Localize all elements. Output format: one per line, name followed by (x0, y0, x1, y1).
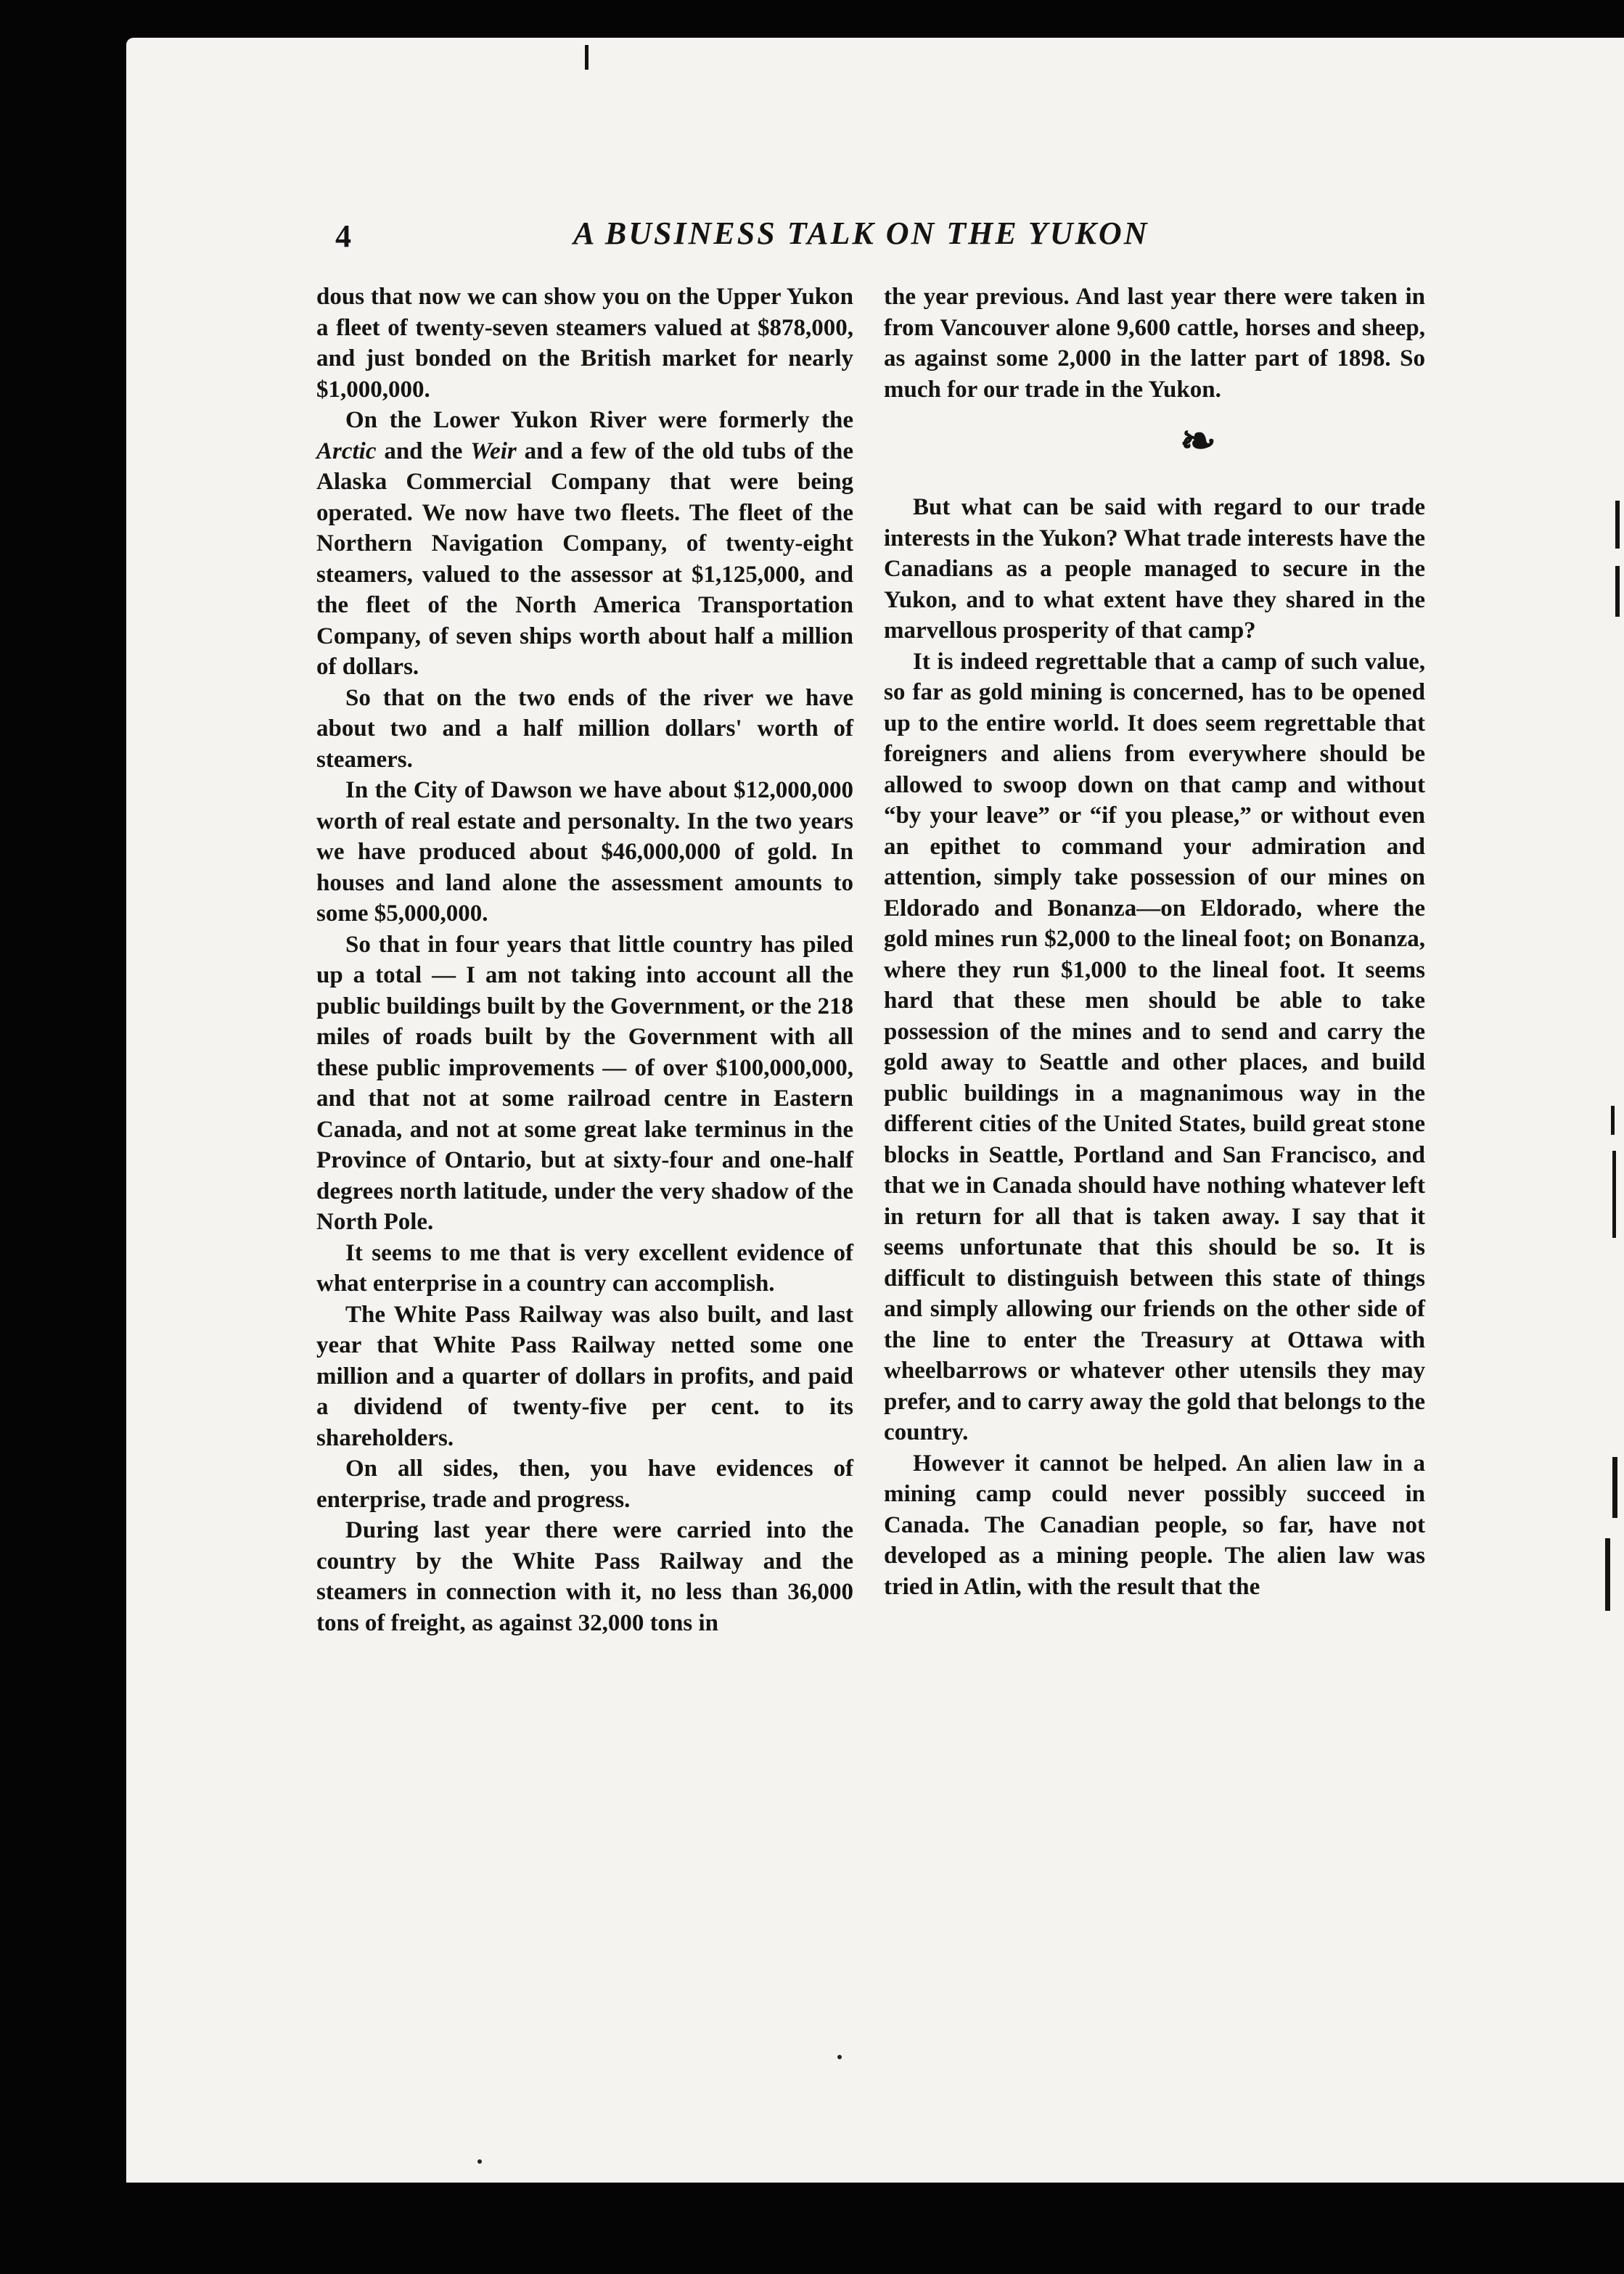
paragraph: It is indeed regrettable that a camp of such value, so far as gold mining is concerned, has to be opened up to the entire world. It does seem regrettable that foreigners and aliens from everywhere should be allowed to swoop down on that camp and without “by your leave” or “if you please,” or without even an epithet to command your admiration and attention, simply take possession of our mines on Eldorado and Bonanza—on Eldorado, where the gold mines run $2,000 to the lineal foot; on Bonanza, where they run $1,000 to the lineal foot. It seems hard that these men should be able to take possession of the mines and to send and carry the gold away to Seattle and other places, and build public buildings in a magnanimous way in the different cities of the United States, build great stone blocks in Seattle, Portland and San Francisco, and that we in Canada should have nothing whatever left in return for all that is taken away. I say that it seems unfortunate that this should be so. It is difficult to distinguish between this state of things and simply allowing our friends on the other side of the line to enter the Treasury at Ottawa with wheelbarrows or whatever other utensils they may prefer, and to carry away the gold that belongs to the country. (884, 648, 1425, 1445)
scan-mark (1611, 1106, 1615, 1135)
scan-border (0, 2183, 1624, 2274)
paragraph: So that in four years that little country has piled up a total — I am not taking into account all the public buildings built by the Government, or the 218 miles of roads built by the Government with all these public improvements — of over $100,000,000, and that not at some railroad centre in Eastern Canada, and not at some great lake terminus in the Province of Ontario, but at sixty-four and one-half degrees north latitude, under the very shadow of the North Pole. (316, 931, 853, 1235)
ship-name-weir: Weir (470, 438, 517, 464)
right-column (884, 282, 1425, 1602)
paragraph: It seems to me that is very excellent evidence of what enterprise in a country can accomplish. (316, 1239, 853, 1297)
paragraph: the year previous. And last year there were taken in from Vancouver alone 9,600 cattle, horses and sheep, as against some 2,000 in the latter part of 1898. So much for our trade in the Yukon. (884, 284, 1425, 403)
scan-mark (1612, 1457, 1617, 1518)
text-run: On the Lower Yukon River were formerly the (345, 407, 853, 433)
scan-mark (1615, 501, 1620, 549)
text-run: and the (376, 438, 471, 464)
text-run: and a few of the old tubs of the Alaska Commercial Company that were being operated. We now have two fleets. The fleet of the Northern Navigation Company, of twenty-eight steamers, valued to the assessor at $1,125,000, and the fleet of the North America Transportation Company, of seven ships worth about half a million of dollars. (316, 438, 853, 680)
scan-mark (1605, 1538, 1610, 1611)
scan-mark (585, 45, 589, 70)
paragraph: The White Pass Railway was also built, and last year that White Pass Railway netted some one million and a quarter of dollars in profits, and paid a dividend of twenty-five per cent. to its shareholders. (316, 1301, 853, 1451)
section-ornament: ❧ (1179, 417, 1217, 465)
paragraph: dous that now we can show you on the Upper Yukon a fleet of twenty-seven steamers valued at $878,000, and just bonded on the British market for nearly $1,000,000. (316, 284, 853, 403)
page-number: 4 (335, 218, 351, 254)
scan-speck (837, 2055, 842, 2059)
paragraph: On all sides, then, you have evidences of enterprise, trade and progress. (316, 1456, 853, 1513)
ship-name-arctic: Arctic (316, 438, 377, 464)
running-head: A BUSINESS TALK ON THE YUKON (573, 216, 1149, 251)
paragraph: During last year there were carried into the country by the White Pass Railway and the steamers in connection with it, no less than 36,000 tons of freight, as against 32,000 tons in (316, 1517, 853, 1636)
scan-mark (1615, 566, 1620, 617)
paragraph: So that on the two ends of the river we have about two and a half million dollars' worth of steamers. (316, 684, 853, 773)
scan-mark (1612, 1151, 1616, 1238)
paragraph: In the City of Dawson we have about $12,000,000 worth of real estate and personalty. In the two years we have produced about $46,000,000 of gold. In houses and land alone the assessment amounts to some $5,000,000. (316, 777, 853, 927)
paragraph: However it cannot be helped. An alien law in a mining camp could never possibly succeed in Canada. The Canadian people, so far, have not developed as a mining people. The alien law was tried in Atlin, with the result that the (884, 1450, 1425, 1600)
scan-speck (477, 2159, 482, 2164)
left-column (316, 282, 853, 1638)
paragraph: But what can be said with regard to our trade interests in the Yukon? What trade interests have the Canadians as a people managed to secure in the Yukon, and to what extent have they shared in the marvellous prosperity of that camp? (884, 494, 1425, 644)
paragraph (316, 405, 853, 683)
